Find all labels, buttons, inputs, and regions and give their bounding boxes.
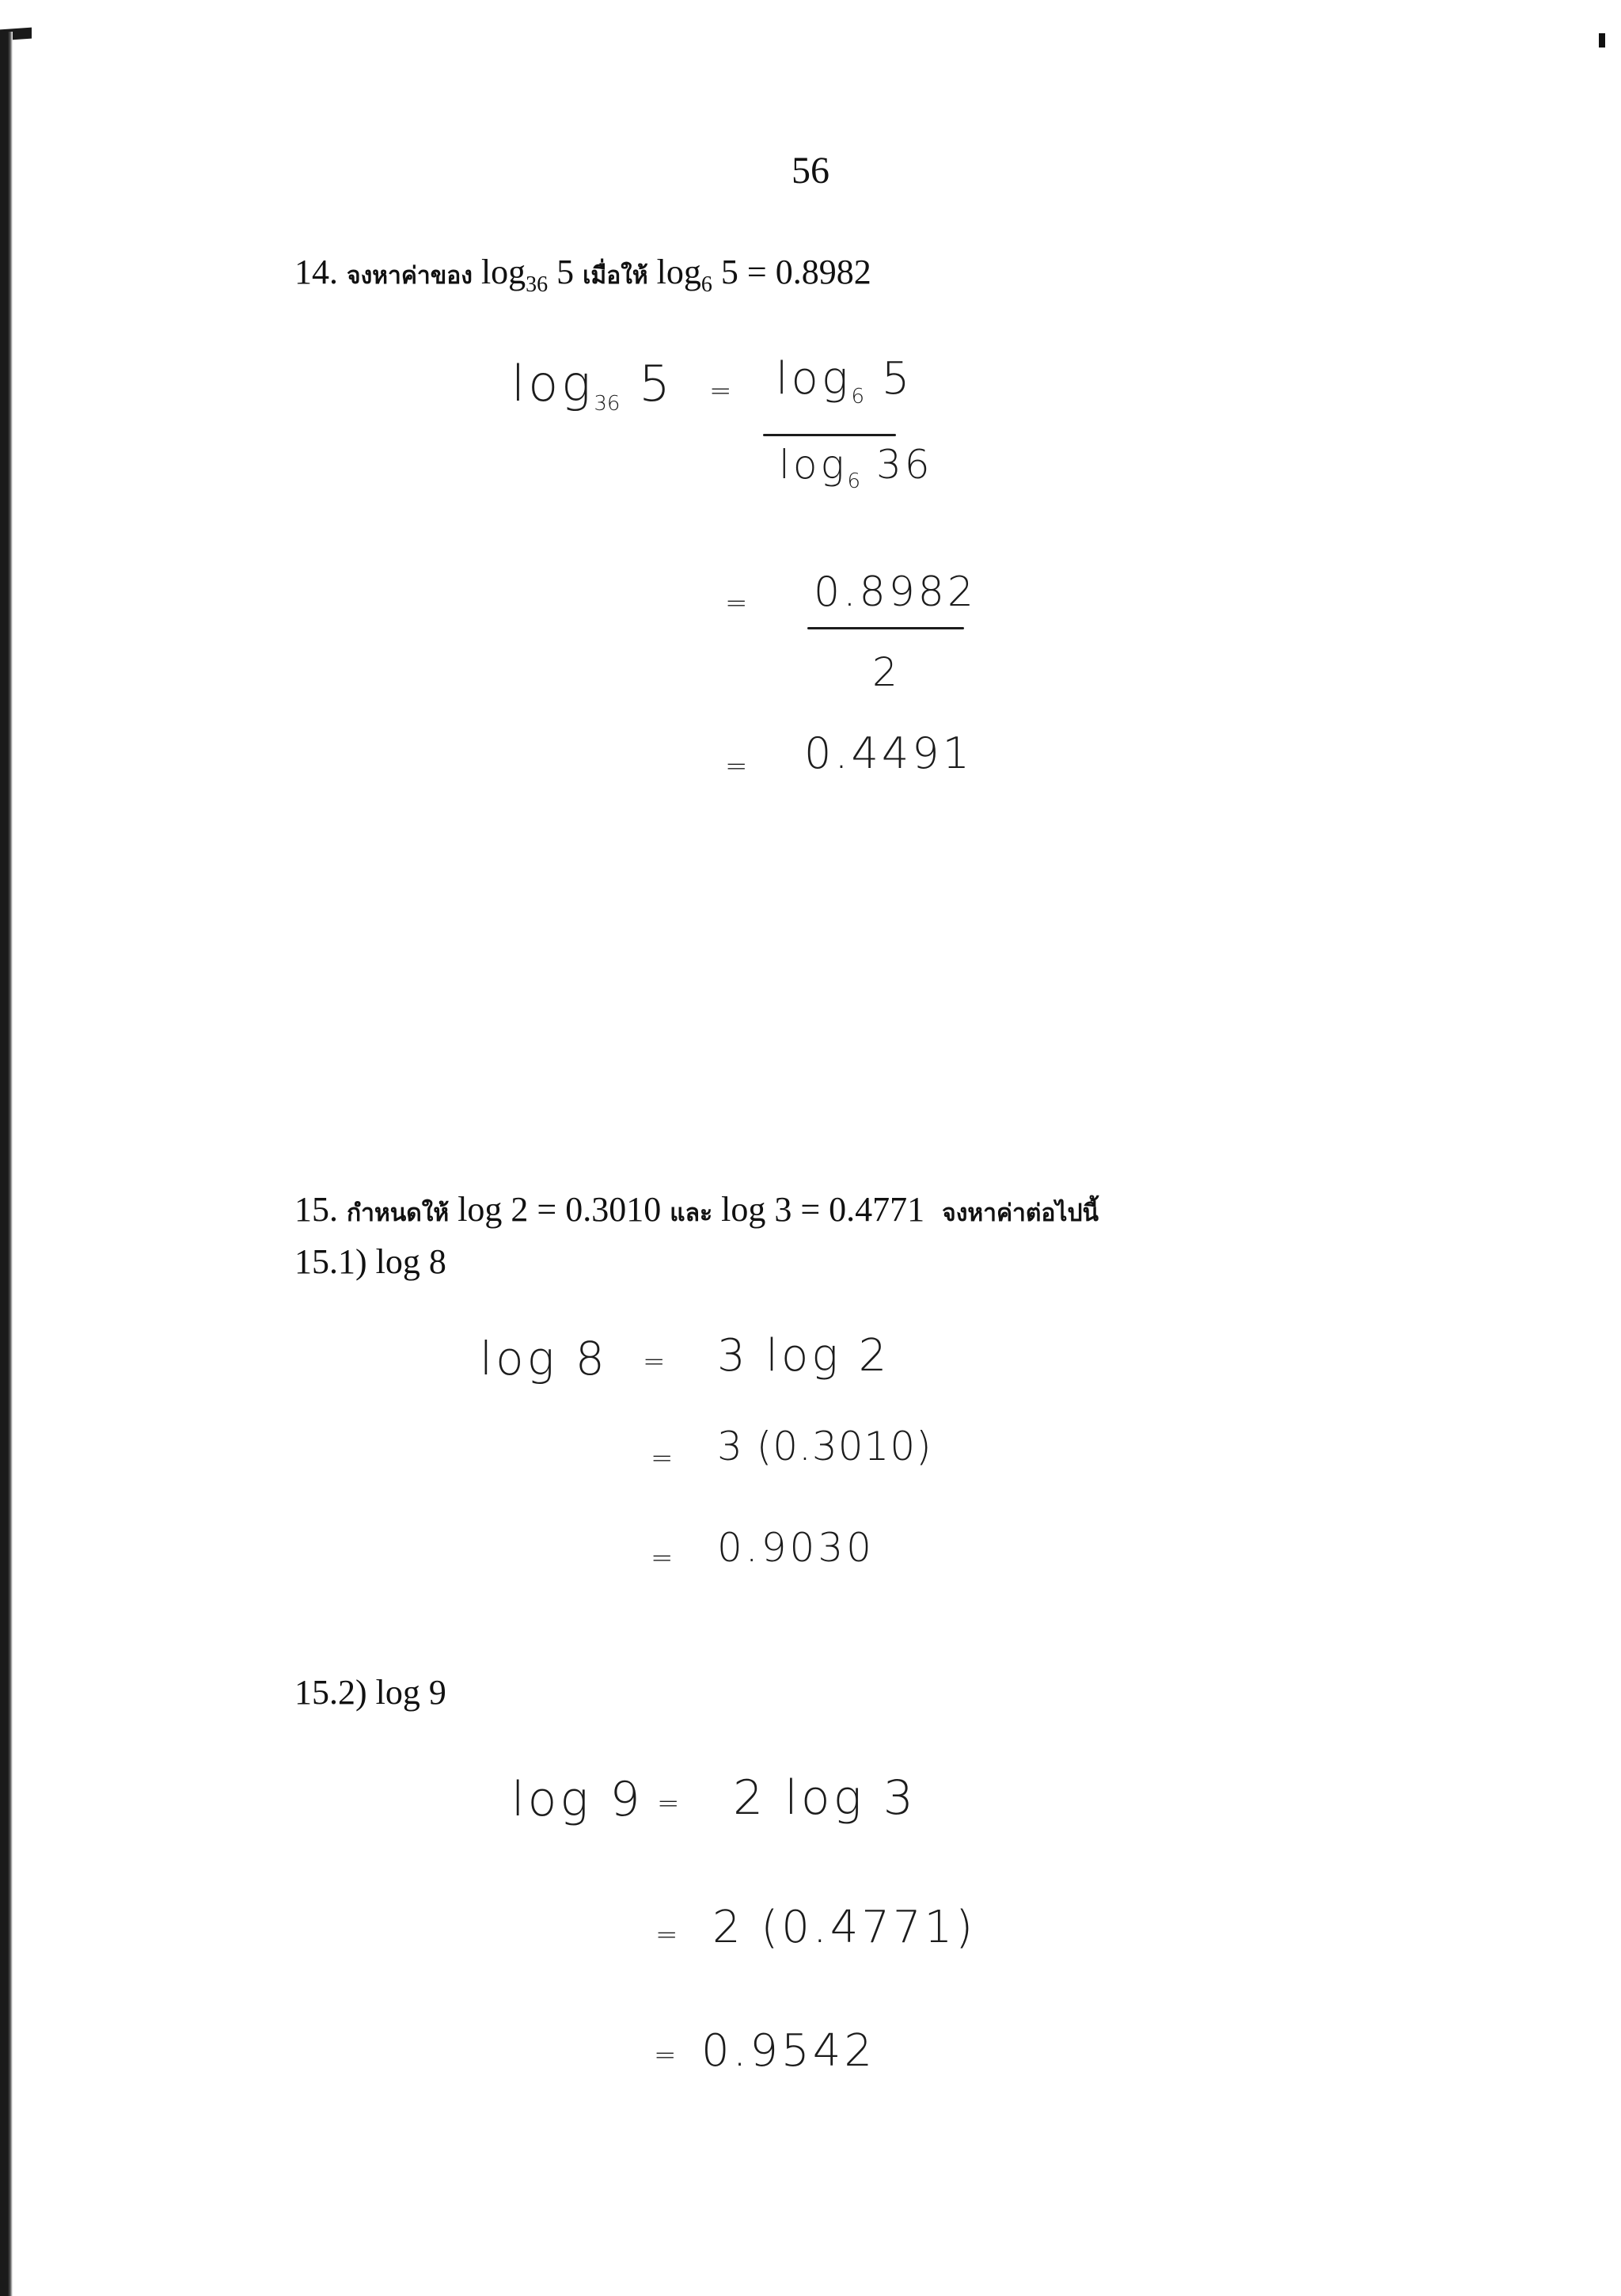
problem-14-statement — [294, 252, 871, 295]
problem-15-number: 15. — [294, 1190, 338, 1229]
p14-equals-2: = — [725, 587, 751, 619]
p14-lhs: $\log_{36} 5$ — [511, 355, 674, 416]
page-number: 56 — [792, 150, 829, 192]
problem-15-1-heading — [294, 1241, 446, 1282]
problem-15-given-word: กำหนดให้ — [347, 1199, 450, 1227]
problem-15-2-label: 15.2) — [294, 1673, 367, 1712]
p15-2-equals-1: = — [657, 1788, 683, 1819]
p15-2-lhs: log 9 — [511, 1772, 643, 1827]
p15-2-equals-2: = — [655, 1919, 681, 1951]
problem-14-given-word: เมื่อให้ — [583, 262, 648, 290]
scan-edge-left — [0, 32, 13, 2296]
problem-15-1-expr: log 8 — [375, 1242, 446, 1281]
p14-numerator-2: 0.8982 — [814, 568, 977, 616]
p14-result: 0.4491 — [804, 728, 973, 778]
p15-1-equals-3: = — [651, 1542, 677, 1574]
p14-denominator: $\log_6 36$ — [779, 442, 933, 493]
problem-14-instruction: จงหาค่าของ — [347, 262, 473, 290]
problem-14-expression: $\log_{36} 5$ — [480, 253, 575, 297]
scan-mark — [1599, 33, 1605, 48]
p15-1-equals-2: = — [651, 1443, 677, 1474]
problem-15-2-expr: log 9 — [375, 1673, 446, 1712]
p15-1-equals-1: = — [643, 1346, 669, 1378]
problem-15-instruction: จงหาค่าต่อไปนี้ — [942, 1199, 1099, 1227]
p15-2-result: 0.9542 — [701, 2025, 875, 2077]
problem-15-and-word: และ — [670, 1199, 713, 1227]
p14-numerator: $\log_6 5$ — [776, 353, 913, 409]
p15-1-step-1: 3 log 2 — [717, 1330, 890, 1382]
p15-1-step-2: 3 (0.3010) — [717, 1424, 932, 1469]
problem-15-1-label: 15.1) — [294, 1242, 367, 1281]
p14-fraction-bar-2 — [807, 627, 964, 629]
p14-equals-1: = — [709, 375, 735, 407]
problem-14-given: $\log_6 5 = 0.8982$ — [656, 253, 871, 297]
p15-2-step-1: 2 log 3 — [733, 1770, 917, 1826]
p15-2-equals-3: = — [654, 2039, 680, 2071]
p14-equals-3: = — [725, 751, 751, 782]
p14-fraction-bar-1 — [763, 434, 896, 436]
problem-15-statement — [294, 1189, 1099, 1232]
p15-1-result: 0.9030 — [717, 1525, 875, 1571]
problem-15-2-heading — [294, 1672, 446, 1712]
p15-2-step-2: 2 (0.4771) — [712, 1902, 977, 1953]
p14-denominator-2: 2 — [872, 649, 901, 695]
problem-15-given-1: log 2 = 0.3010 — [457, 1190, 662, 1229]
p15-1-lhs: log 8 — [480, 1332, 608, 1386]
problem-15-given-2: log 3 = 0.4771 — [721, 1190, 925, 1229]
problem-14-number: 14. — [294, 253, 338, 291]
